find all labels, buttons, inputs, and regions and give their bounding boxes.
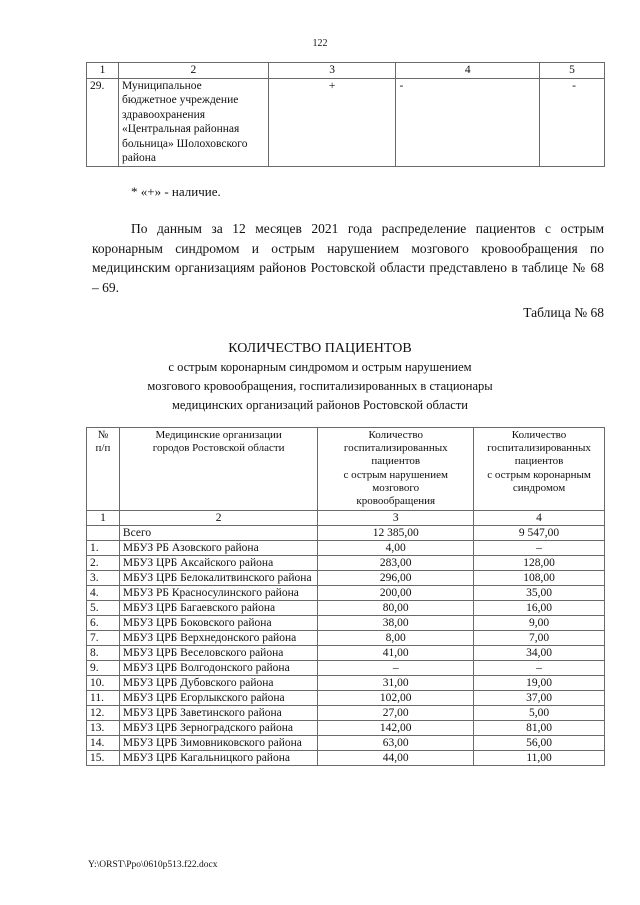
page-number: 122 <box>312 38 328 49</box>
table-row <box>87 631 605 646</box>
col5-value: - <box>540 78 605 166</box>
col-number-2: 2 <box>119 511 317 526</box>
col-number-3: 3 <box>318 511 474 526</box>
total-row <box>87 526 605 541</box>
row-number: 13. <box>87 721 120 736</box>
row-number: 29. <box>87 78 119 166</box>
col-number-1: 1 <box>87 63 119 79</box>
stroke-count: 41,00 <box>318 646 474 661</box>
col-number-4: 4 <box>396 63 540 79</box>
acs-count: – <box>474 661 605 676</box>
table-row <box>87 556 605 571</box>
stroke-count: 200,00 <box>318 586 474 601</box>
row-number: 11. <box>87 691 120 706</box>
row-number: 14. <box>87 736 120 751</box>
continuation-table <box>86 62 605 167</box>
organization-name: МБУЗ ЦРБ Белокалитвинского района <box>119 571 317 586</box>
header-stroke-patients: Количество госпитализированных пациентов с острым нарушением мозгового кровообращения <box>318 428 474 511</box>
row-number: 6. <box>87 616 120 631</box>
row-number: 12. <box>87 706 120 721</box>
stroke-count: 27,00 <box>318 706 474 721</box>
row-number: 7. <box>87 631 120 646</box>
stroke-count: 31,00 <box>318 676 474 691</box>
organization-name: МБУЗ ЦРБ Егорлыкского района <box>119 691 317 706</box>
total-number <box>87 526 120 541</box>
table-label: Таблица № 68 <box>523 305 604 320</box>
acs-count: 5,00 <box>474 706 605 721</box>
organization-name: МБУЗ ЦРБ Аксайского района <box>119 556 317 571</box>
table-row <box>87 601 605 616</box>
row-number: 8. <box>87 646 120 661</box>
table-row <box>87 751 605 766</box>
table-row <box>87 616 605 631</box>
col-number-4: 4 <box>474 511 605 526</box>
stroke-count: 38,00 <box>318 616 474 631</box>
footer-file-path: Y:\ORST\Ppo\0610p513.f22.docx <box>88 860 218 870</box>
organization-name: МБУЗ РБ Красносулинского района <box>119 586 317 601</box>
acs-count: 37,00 <box>474 691 605 706</box>
acs-count: 81,00 <box>474 721 605 736</box>
acs-count: 9,00 <box>474 616 605 631</box>
organization-name: МБУЗ ЦРБ Веселовского района <box>119 646 317 661</box>
column-number-row <box>87 511 605 526</box>
stroke-count: 80,00 <box>318 601 474 616</box>
col3-value: + <box>268 78 396 166</box>
table-row <box>87 691 605 706</box>
table-row <box>87 736 605 751</box>
column-number-row <box>87 63 605 79</box>
table-row <box>87 706 605 721</box>
table-title-subline: мозгового кровообращения, госпитализированных в стационары <box>147 379 493 393</box>
acs-count: 16,00 <box>474 601 605 616</box>
stroke-count: 296,00 <box>318 571 474 586</box>
table-row <box>87 661 605 676</box>
acs-count: 11,00 <box>474 751 605 766</box>
organization-name: МБУЗ ЦРБ Зерноградского района <box>119 721 317 736</box>
acs-count: – <box>474 541 605 556</box>
row-number: 9. <box>87 661 120 676</box>
header-row <box>87 428 605 511</box>
stroke-count: 283,00 <box>318 556 474 571</box>
row-number: 15. <box>87 751 120 766</box>
total-label: Всего <box>119 526 317 541</box>
stroke-count: 8,00 <box>318 631 474 646</box>
table-row <box>87 541 605 556</box>
acs-count: 34,00 <box>474 646 605 661</box>
header-number: № п/п <box>87 428 120 511</box>
col-number-1: 1 <box>87 511 120 526</box>
body-paragraph: По данным за 12 месяцев 2021 года распределение пациентов с острым коронарным синдромом и острым нарушением мозгового кровообращения по медицинским организациям районов Ростовской области представлено в таблице № 68 – 69. <box>92 221 604 295</box>
table-row <box>87 721 605 736</box>
stroke-count: 102,00 <box>318 691 474 706</box>
table-title-main: КОЛИЧЕСТВО ПАЦИЕНТОВ <box>228 341 412 356</box>
acs-count: 7,00 <box>474 631 605 646</box>
table-row <box>87 676 605 691</box>
row-number: 4. <box>87 586 120 601</box>
stroke-count: 142,00 <box>318 721 474 736</box>
organization-name: МБУЗ ЦРБ Волгодонского района <box>119 661 317 676</box>
table-row <box>87 646 605 661</box>
header-acs-patients: Количество госпитализированных пациентов с острым коронарным синдромом <box>474 428 605 511</box>
col-number-5: 5 <box>540 63 605 79</box>
table-row <box>87 586 605 601</box>
organization-name: Муниципальное бюджетное учреждение здравоохранения «Центральная районная больница» Шолоховского района <box>118 78 268 166</box>
organization-name: МБУЗ ЦРБ Зимовниковского района <box>119 736 317 751</box>
footnote: * «+» - наличие. <box>131 184 221 199</box>
acs-count: 56,00 <box>474 736 605 751</box>
stroke-count: 44,00 <box>318 751 474 766</box>
row-number: 10. <box>87 676 120 691</box>
organization-name: МБУЗ РБ Азовского района <box>119 541 317 556</box>
acs-count: 128,00 <box>474 556 605 571</box>
organization-name: МБУЗ ЦРБ Верхнедонского района <box>119 631 317 646</box>
col-number-3: 3 <box>268 63 396 79</box>
total-acs: 9 547,00 <box>474 526 605 541</box>
table-row <box>87 78 605 166</box>
row-number: 2. <box>87 556 120 571</box>
col4-value: - <box>396 78 540 166</box>
table-title <box>0 339 640 415</box>
organization-name: МБУЗ ЦРБ Дубовского района <box>119 676 317 691</box>
acs-count: 35,00 <box>474 586 605 601</box>
patients-table <box>86 427 605 766</box>
organization-name: МБУЗ ЦРБ Боковского района <box>119 616 317 631</box>
total-stroke: 12 385,00 <box>318 526 474 541</box>
acs-count: 19,00 <box>474 676 605 691</box>
stroke-count: 4,00 <box>318 541 474 556</box>
col-number-2: 2 <box>118 63 268 79</box>
table-title-subline: с острым коронарным синдромом и острым нарушением <box>168 360 472 374</box>
table-title-subline: медицинских организаций районов Ростовской области <box>172 398 468 412</box>
row-number: 5. <box>87 601 120 616</box>
acs-count: 108,00 <box>474 571 605 586</box>
organization-name: МБУЗ ЦРБ Багаевского района <box>119 601 317 616</box>
header-organization: Медицинские организации городов Ростовской области <box>119 428 317 511</box>
stroke-count: – <box>318 661 474 676</box>
organization-name: МБУЗ ЦРБ Кагальницкого района <box>119 751 317 766</box>
row-number: 1. <box>87 541 120 556</box>
row-number: 3. <box>87 571 120 586</box>
table-row <box>87 571 605 586</box>
organization-name: МБУЗ ЦРБ Заветинского района <box>119 706 317 721</box>
stroke-count: 63,00 <box>318 736 474 751</box>
